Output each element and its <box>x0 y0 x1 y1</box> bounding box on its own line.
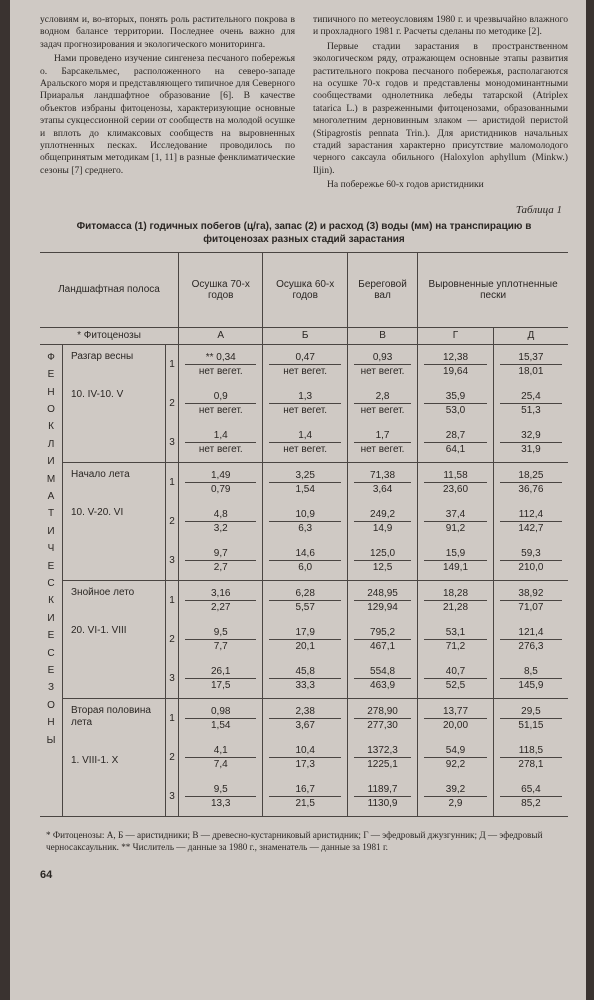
vertical-letter: И <box>47 612 55 624</box>
value-denominator: 210,0 <box>518 561 544 573</box>
value-denominator: 23,60 <box>442 483 469 495</box>
value-cell <box>179 659 263 699</box>
value-denominator: нет вегет. <box>283 443 328 455</box>
value-cell <box>179 738 263 777</box>
table-footnote: * Фитоценозы: А, Б — аристидники; В — древесно-кустарниковый аристидник; Г — эфедровый джузгунник; Д — эфедровый черносаксаульник. ** Числитель — данные за 1980 г., знаменатель — данные за 1981 г. <box>46 829 543 852</box>
value-cell <box>263 344 347 384</box>
table-label: Таблица 1 <box>515 203 562 216</box>
value-denominator: 31,9 <box>521 443 541 455</box>
vertical-letter: К <box>48 421 54 433</box>
value-cell <box>263 502 347 541</box>
value-denominator: 276,3 <box>518 640 544 652</box>
value-denominator: 20,1 <box>295 640 315 652</box>
value-denominator: 1225,1 <box>367 758 398 770</box>
table-row <box>40 580 568 620</box>
value-numerator: 38,92 <box>500 587 562 601</box>
value-denominator: 1130,9 <box>367 797 398 809</box>
value-cell <box>347 384 417 423</box>
value-denominator: 129,94 <box>367 601 398 613</box>
value-denominator: 463,9 <box>370 679 396 691</box>
value-cell <box>179 541 263 581</box>
row-index: 1 <box>166 580 179 620</box>
value-numerator: 54,9 <box>424 744 487 758</box>
value-numerator: 17,9 <box>269 626 340 640</box>
value-cell <box>347 462 417 502</box>
row-index: 3 <box>166 423 179 463</box>
value-numerator: 0,93 <box>354 351 411 365</box>
header-landscape: Ландшафтная полоса <box>40 252 179 327</box>
season-cell <box>63 462 166 580</box>
value-denominator: 14,9 <box>372 522 393 534</box>
row-index: 3 <box>166 541 179 581</box>
value-numerator: 65,4 <box>500 783 562 797</box>
row-index: 3 <box>166 659 179 699</box>
season-name: Вторая половина лета <box>71 704 151 728</box>
value-numerator: 9,5 <box>185 626 256 640</box>
value-numerator: 39,2 <box>424 783 487 797</box>
season-date: 20. VI-1. VIII <box>71 624 127 636</box>
value-denominator: 91,2 <box>445 522 466 534</box>
value-cell <box>418 659 494 699</box>
value-cell <box>347 580 417 620</box>
page-number: 64 <box>40 868 53 881</box>
vertical-letter: З <box>47 682 55 694</box>
value-denominator: 277,30 <box>367 719 398 731</box>
season-date: 10. V-20. VI <box>71 506 124 518</box>
value-denominator: 71,2 <box>445 640 466 652</box>
value-cell <box>493 580 568 620</box>
header-col-v: Береговой вал <box>347 252 417 327</box>
value-numerator: 71,38 <box>354 469 411 483</box>
paragraph: На побережье 60-х годов аристидники <box>327 179 484 191</box>
value-numerator: 14,6 <box>269 547 340 561</box>
value-numerator: ** 0,34 <box>185 351 256 365</box>
vertical-letter: Л <box>47 438 55 450</box>
value-cell <box>493 541 568 581</box>
value-numerator: 3,16 <box>185 587 256 601</box>
value-cell <box>263 384 347 423</box>
value-denominator: 6,0 <box>298 561 313 573</box>
value-numerator: 4,8 <box>185 508 256 522</box>
value-numerator: 9,5 <box>185 783 256 797</box>
value-cell <box>347 620 417 659</box>
value-cell <box>347 777 417 817</box>
value-denominator: 3,2 <box>213 522 228 534</box>
value-numerator: 32,9 <box>500 429 562 443</box>
value-numerator: 249,2 <box>354 508 411 522</box>
value-cell <box>179 344 263 384</box>
value-numerator: 0,47 <box>269 351 340 365</box>
vertical-letter: Н <box>47 717 55 729</box>
text-column-left <box>40 14 295 194</box>
vertical-letter: Е <box>47 665 55 676</box>
value-numerator: 118,5 <box>500 744 562 758</box>
value-cell <box>179 620 263 659</box>
paragraph: Первые стадии зарастания в пространственном экологическом ряду, отражающем основные этапы развития растительного покрова песчаного побережья, располагаются на осушке 70-х годов и представлены монодоминантными сообществами однолетника лебеды татарской (Atriplex tatarica L.) в разреженными фитоценозами, образованными многолетним дерновинным злаком — аристидой перистой (Stipagrostis pennata Trin.). Для аристидников начальных стадий зарастания характерно присутствие маломолодого черного саксаула обильного (Haloxylon aphyllum (Minkw.) Iljin). <box>313 40 568 176</box>
value-numerator: 12,38 <box>424 351 487 365</box>
row-index: 1 <box>166 344 179 384</box>
value-cell <box>347 738 417 777</box>
row-index: 2 <box>166 502 179 541</box>
value-cell <box>493 620 568 659</box>
value-numerator: 25,4 <box>500 390 562 404</box>
value-numerator: 3,25 <box>269 469 340 483</box>
value-cell <box>418 738 494 777</box>
value-denominator: 92,2 <box>445 758 466 770</box>
value-numerator: 37,4 <box>424 508 487 522</box>
season-name: Знойное лето <box>71 586 135 598</box>
value-cell <box>418 620 494 659</box>
vertical-letter: Ф <box>47 351 55 363</box>
value-cell <box>347 502 417 541</box>
value-numerator: 18,28 <box>424 587 487 601</box>
vertical-letter: К <box>48 595 54 607</box>
value-cell <box>418 580 494 620</box>
value-numerator: 10,9 <box>269 508 340 522</box>
value-numerator: 29,5 <box>500 705 562 719</box>
value-cell <box>263 698 347 738</box>
season-date: 1. VIII-1. X <box>71 754 119 766</box>
value-denominator: 12,5 <box>372 561 393 573</box>
vertical-letter: О <box>47 403 55 415</box>
value-denominator: 467,1 <box>370 640 396 652</box>
table-row <box>40 698 568 738</box>
value-cell <box>179 580 263 620</box>
value-denominator: 51,3 <box>521 404 541 416</box>
row-index: 1 <box>166 462 179 502</box>
vertical-letter: М <box>46 473 56 485</box>
value-denominator: 145,9 <box>518 679 544 691</box>
value-cell <box>263 423 347 463</box>
value-denominator: 5,57 <box>295 601 315 613</box>
text-column-right <box>313 14 568 194</box>
value-cell <box>179 777 263 817</box>
value-denominator: 1,54 <box>295 483 315 495</box>
header-letter: В <box>347 327 417 344</box>
value-numerator: 125,0 <box>354 547 411 561</box>
vertical-letter: Е <box>47 630 55 642</box>
value-cell <box>418 423 494 463</box>
vertical-letter: Ч <box>47 543 55 555</box>
value-numerator: 1,4 <box>185 429 256 443</box>
row-index: 3 <box>166 777 179 817</box>
value-cell <box>179 502 263 541</box>
value-denominator: 51,15 <box>518 719 544 731</box>
value-cell <box>347 344 417 384</box>
paragraph: Нами проведено изучение сингенеза песчаного побережья о. Барсакельмес, расположенного на северо-западе Аральского моря и представляющего типичное для Северного Приаралья ландшафтное образование [6]. В качестве объектов избраны фитоценозы, характеризующие основные этапы сукцессионной серии от сообществ на молодой осушке и вплоть до климаксовых сообществ на выровненных уплотненных песках. Исследование проводилось по общепринятым методикам [1, 11] в разные фенклиматические сезоны [7] среднего. <box>40 53 295 176</box>
value-denominator: 142,7 <box>518 522 544 534</box>
value-cell <box>493 502 568 541</box>
value-numerator: 53,1 <box>424 626 487 640</box>
value-numerator: 40,7 <box>424 665 487 679</box>
value-numerator: 4,1 <box>185 744 256 758</box>
paragraph: условиям и, во-вторых, понять роль растительного покрова в водном балансе территории. Последнее очень важно для задач прогнозирования и экологического мониторинга. <box>40 14 295 50</box>
table-title: Фитомасса (1) годичных побегов (ц/га), запас (2) и расход (3) воды (мм) на транспирацию в фитоценозах разных стадий зарастания <box>76 220 532 245</box>
header-letter: Г <box>418 327 494 344</box>
value-denominator: 52,5 <box>445 679 466 691</box>
vertical-letter: Е <box>47 560 55 572</box>
value-cell <box>347 698 417 738</box>
value-cell <box>179 384 263 423</box>
vertical-letter: Т <box>47 508 55 520</box>
header-col-a: Осушка 70-х годов <box>179 252 263 327</box>
value-numerator: 15,37 <box>500 351 562 365</box>
value-numerator: 1372,3 <box>354 744 411 758</box>
value-numerator: 28,7 <box>424 429 487 443</box>
season-name: Разгар весны <box>71 350 134 362</box>
value-cell <box>263 580 347 620</box>
header-letter: Д <box>493 327 568 344</box>
value-denominator: 0,79 <box>210 483 231 495</box>
value-cell <box>418 777 494 817</box>
value-numerator: 11,58 <box>424 469 487 483</box>
value-denominator: 53,0 <box>445 404 466 416</box>
value-cell <box>493 462 568 502</box>
value-denominator: нет вегет. <box>198 404 243 416</box>
value-cell <box>263 541 347 581</box>
value-numerator: 1189,7 <box>354 783 411 797</box>
value-cell <box>263 738 347 777</box>
header-letter: Б <box>263 327 347 344</box>
value-denominator: 36,76 <box>518 483 544 495</box>
value-numerator: 795,2 <box>354 626 411 640</box>
value-denominator: 21,28 <box>442 601 469 613</box>
row-index: 1 <box>166 698 179 738</box>
value-denominator: 71,07 <box>518 601 544 613</box>
header-col-b: Осушка 60-х годов <box>263 252 347 327</box>
value-cell <box>347 659 417 699</box>
vertical-letter: И <box>47 525 55 537</box>
header-letter: А <box>179 327 263 344</box>
row-index: 2 <box>166 738 179 777</box>
value-cell <box>418 462 494 502</box>
vertical-letter: А <box>47 490 55 502</box>
value-cell <box>418 384 494 423</box>
value-denominator: 13,3 <box>210 797 231 809</box>
value-cell <box>263 659 347 699</box>
value-cell <box>418 344 494 384</box>
table-body <box>40 344 568 816</box>
value-denominator: нет вегет. <box>360 365 405 377</box>
value-numerator: 15,9 <box>424 547 487 561</box>
value-cell <box>263 462 347 502</box>
value-numerator: 59,3 <box>500 547 562 561</box>
value-denominator: 278,1 <box>518 758 544 770</box>
value-denominator: 20,00 <box>442 719 469 731</box>
value-denominator: 1,54 <box>210 719 231 731</box>
value-denominator: 3,64 <box>372 483 393 495</box>
value-cell <box>347 541 417 581</box>
value-cell <box>418 502 494 541</box>
value-denominator: 149,1 <box>442 561 469 573</box>
value-denominator: нет вегет. <box>283 365 328 377</box>
value-denominator: нет вегет. <box>360 443 405 455</box>
value-numerator: 18,25 <box>500 469 562 483</box>
value-cell <box>418 698 494 738</box>
value-denominator: 2,7 <box>213 561 228 573</box>
value-cell <box>493 698 568 738</box>
value-denominator: 64,1 <box>445 443 466 455</box>
table-row <box>40 344 568 384</box>
row-index: 2 <box>166 620 179 659</box>
value-cell <box>493 659 568 699</box>
value-denominator: 7,4 <box>213 758 228 770</box>
value-denominator: 6,3 <box>298 522 313 534</box>
vertical-letter: И <box>47 456 55 468</box>
value-numerator: 45,8 <box>269 665 340 679</box>
value-denominator: 33,3 <box>295 679 315 691</box>
value-denominator: 17,5 <box>210 679 231 691</box>
value-cell <box>493 738 568 777</box>
value-cell <box>493 423 568 463</box>
value-denominator: 18,01 <box>518 365 544 377</box>
value-cell <box>493 384 568 423</box>
vertical-letter: С <box>47 647 55 659</box>
season-cell <box>63 580 166 698</box>
value-denominator: 85,2 <box>521 797 541 809</box>
value-numerator: 8,5 <box>500 665 562 679</box>
value-numerator: 121,4 <box>500 626 562 640</box>
value-cell <box>179 462 263 502</box>
value-cell <box>493 344 568 384</box>
value-numerator: 9,7 <box>185 547 256 561</box>
data-table <box>40 252 568 817</box>
value-denominator: 7,7 <box>213 640 228 652</box>
value-numerator: 6,28 <box>269 587 340 601</box>
season-cell <box>63 344 166 462</box>
header-phyto: * Фитоценозы <box>40 327 179 344</box>
season-cell <box>63 698 166 816</box>
value-denominator: нет вегет. <box>360 404 405 416</box>
paragraph: типичного по метеоусловиям 1980 г. и чрезвычайно влажного и прохладного 1981 г. Расчеты сделаны по методике [2]. <box>313 14 568 38</box>
book-page <box>10 0 586 1000</box>
value-numerator: 1,3 <box>269 390 340 404</box>
value-numerator: 2,8 <box>354 390 411 404</box>
value-numerator: 248,95 <box>354 587 411 601</box>
value-numerator: 554,8 <box>354 665 411 679</box>
value-numerator: 26,1 <box>185 665 256 679</box>
value-numerator: 35,9 <box>424 390 487 404</box>
value-numerator: 0,9 <box>185 390 256 404</box>
value-cell <box>418 541 494 581</box>
value-denominator: нет вегет. <box>198 365 243 377</box>
vertical-label <box>40 344 63 816</box>
value-denominator: нет вегет. <box>283 404 328 416</box>
header-col-gd: Выровненные уплотненные пески <box>418 252 568 327</box>
value-numerator: 1,4 <box>269 429 340 443</box>
value-numerator: 1,49 <box>185 469 256 483</box>
table-row <box>40 462 568 502</box>
value-numerator: 13,77 <box>424 705 487 719</box>
row-index: 2 <box>166 384 179 423</box>
value-numerator: 16,7 <box>269 783 340 797</box>
season-date: 10. IV-10. V <box>71 388 124 400</box>
season-name: Начало лета <box>71 468 130 480</box>
body-text <box>40 14 568 194</box>
vertical-letter: Н <box>47 386 55 398</box>
value-denominator: нет вегет. <box>198 443 243 455</box>
value-cell <box>493 777 568 817</box>
value-numerator: 10,4 <box>269 744 340 758</box>
value-denominator: 3,67 <box>295 719 315 731</box>
value-cell <box>263 620 347 659</box>
vertical-letter: О <box>47 699 55 711</box>
value-denominator: 2,27 <box>210 601 231 613</box>
vertical-letter: Ы <box>46 734 56 746</box>
value-numerator: 2,38 <box>269 705 340 719</box>
value-denominator: 19,64 <box>442 365 469 377</box>
value-cell <box>179 423 263 463</box>
vertical-letter: С <box>47 577 55 589</box>
value-numerator: 278,90 <box>354 705 411 719</box>
value-denominator: 2,9 <box>448 797 463 809</box>
value-cell <box>179 698 263 738</box>
value-numerator: 112,4 <box>500 508 562 522</box>
value-cell <box>347 423 417 463</box>
vertical-letter: Е <box>47 369 55 381</box>
value-denominator: 17,3 <box>295 758 315 770</box>
value-denominator: 21,5 <box>295 797 315 809</box>
value-cell <box>263 777 347 817</box>
value-numerator: 1,7 <box>354 429 411 443</box>
value-numerator: 0,98 <box>185 705 256 719</box>
